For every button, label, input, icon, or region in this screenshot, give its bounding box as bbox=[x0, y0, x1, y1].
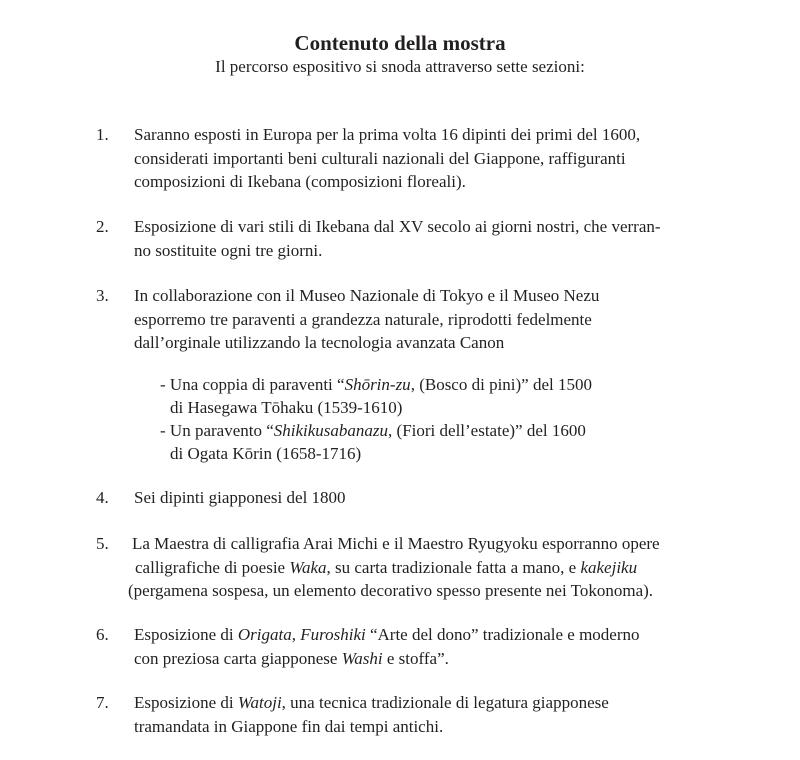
sub-item: - Una coppia di paraventi “Shōrin-zu, (Bosco di pini)” del 1500 bbox=[160, 375, 592, 394]
page-title: Contenuto della mostra bbox=[294, 31, 506, 55]
item-number: 1. bbox=[96, 125, 109, 144]
page-subtitle: Il percorso espositivo si snoda attraverso sette sezioni: bbox=[215, 57, 585, 76]
sub-item: - Un paravento “Shikikusabanazu, (Fiori dell’estate)” del 1600 bbox=[160, 421, 586, 440]
item-number: 6. bbox=[96, 625, 109, 644]
item-number: 4. bbox=[96, 488, 109, 507]
item-number: 7. bbox=[96, 693, 109, 712]
item-text: Sei dipinti giapponesi del 1800 bbox=[134, 488, 346, 507]
item-number: 3. bbox=[96, 286, 109, 305]
sub-item-detail: di Ogata Kōrin (1658-1716) bbox=[170, 444, 362, 463]
sub-list bbox=[160, 373, 592, 465]
item-number: 5. bbox=[96, 534, 109, 553]
item-number: 2. bbox=[96, 217, 109, 236]
item-text: Esposizione di Watoji, una tecnica tradizionale di legatura giapponese tramandata in Giappone fin dai tempi antichi. bbox=[134, 693, 609, 736]
item-text: In collaborazione con il Museo Nazionale di Tokyo e il Museo Nezu esporremo tre paraventi a grandezza naturale, riprodotti fedelmente dall’orginale utilizzando la tecnologia avanzata Canon bbox=[134, 286, 600, 352]
sub-item-detail: di Hasegawa Tōhaku (1539-1610) bbox=[170, 398, 403, 417]
item-text: La Maestra di calligrafia Arai Michi e il Maestro Ryugyoku esporranno opere calligrafiche di poesie Waka, su carta tradizionale fatta a mano, e kakejiku (pergamena sospesa, un elemento decorativo spesso presente nei Tokonoma). bbox=[128, 534, 660, 600]
item-text: Esposizione di vari stili di Ikebana dal XV secolo ai giorni nostri, che verran- no sostituite ogni tre giorni. bbox=[134, 217, 661, 260]
item-text: Esposizione di Origata, Furoshiki “Arte del dono” tradizionale e moderno con preziosa carta giapponese Washi e stoffa”. bbox=[134, 625, 640, 668]
item-text: Saranno esposti in Europa per la prima volta 16 dipinti dei primi del 1600, considerati importanti beni culturali nazionali del Giappone, raffiguranti composizioni di Ikebana (composizioni floreali). bbox=[134, 125, 641, 191]
